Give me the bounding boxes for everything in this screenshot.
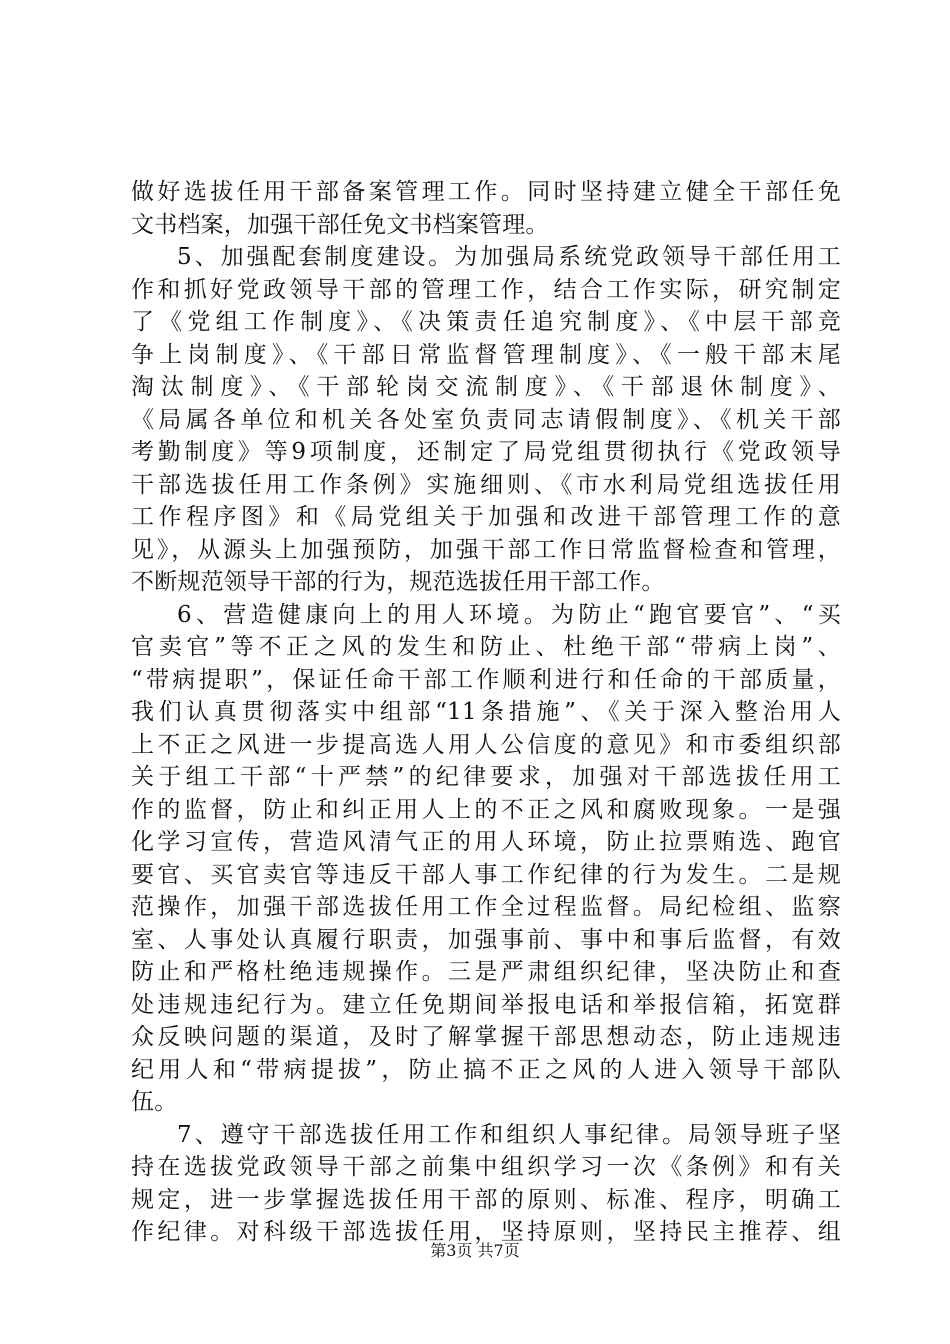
text-line: 7、遵守干部选拔任用工作和组织人事纪律。局领导班子坚 [177,1121,841,1148]
text-line: 工作程序图》和《局党组关于加强和改进干部管理工作的意 [131,504,841,530]
text-line: 争上岗制度》、《干部日常监督管理制度》、《一般干部末尾 [131,341,841,368]
text-line: 纪用人和“带病提拔”，防止搞不正之风的人进入领导干部队 [131,1056,841,1083]
text-line: 作的监督，防止和纠正用人上的不正之风和腐败现象。一是强 [131,796,841,823]
text-line: 官卖官”等不正之风的发生和防止、杜绝干部“带病上岗”、 [131,634,841,660]
text-line: 5、加强配套制度建设。为加强局系统党政领导干部任用工 [177,244,841,270]
text-line: 了《党组工作制度》、《决策责任追究制度》、《中层干部竞 [131,309,841,335]
text-line: 我们认真贯彻落实中组部“11条措施”、《关于深入整治用人 [131,699,841,725]
text-line: 持在选拔党政领导干部之前集中组织学习一次《条例》和有关 [131,1154,841,1180]
text-line: 见》，从源头上加强预防，加强干部工作日常监督检查和管理， [131,536,841,563]
text-line: 要官、买官卖官等违反干部人事工作纪律的行为发生。二是规 [131,861,841,888]
page-footer [0,1241,950,1261]
text-line: 不断规范领导干部的行为，规范选拔任用干部工作。 [131,569,665,595]
text-line: 做好选拔任用干部备案管理工作。同时坚持建立健全干部任免 [131,179,841,205]
page-number-label: 第3页 共7页 [430,1241,520,1260]
text-line: 范操作，加强干部选拔任用工作全过程监督。局纪检组、监察 [131,894,841,920]
text-line: 室、人事处认真履行职责，加强事前、事中和事后监督，有效 [131,926,841,953]
text-line: 化学习宣传，营造风清气正的用人环境，防止拉票贿选、跑官 [131,829,841,855]
text-line: 上不正之风进一步提高选人用人公信度的意见》和市委组织部 [131,731,841,758]
text-line: 关于组工干部“十严禁”的纪律要求，加强对干部选拔任用工 [131,764,841,790]
text-line: 6、营造健康向上的用人环境。为防止“跑官要官”、“买 [177,601,841,628]
text-line: 考勤制度》等9项制度，还制定了局党组贯彻执行《党政领导 [131,439,841,465]
text-line: 处违规违纪行为。建立任免期间举报电话和举报信箱，拓宽群 [131,991,841,1018]
text-line: 伍。 [131,1089,178,1115]
text-line: 作纪律。对科级干部选拔任用，坚持原则，坚持民主推荐、组 [131,1219,841,1245]
body-text [131,176,841,1249]
text-line: “带病提职”，保证任命干部工作顺利进行和任命的干部质量， [131,666,841,693]
text-line: 规定，进一步掌握选拔任用干部的原则、标准、程序，明确工 [131,1186,841,1213]
text-line: 文书档案，加强干部任免文书档案管理。 [131,211,549,238]
text-line: 作和抓好党政领导干部的管理工作，结合工作实际，研究制定 [131,276,841,303]
text-line: 众反映问题的渠道，及时了解掌握干部思想动态，防止违规违 [131,1024,841,1050]
text-line: 防止和严格杜绝违规操作。三是严肃组织纪律，坚决防止和查 [131,959,841,985]
text-line: 干部选拔任用工作条例》实施细则、《市水利局党组选拔任用 [131,471,841,498]
text-line: 淘汰制度》、《干部轮岗交流制度》、《干部退休制度》、 [131,374,841,400]
text-line: 《局属各单位和机关各处室负责同志请假制度》、《机关干部 [131,406,841,433]
